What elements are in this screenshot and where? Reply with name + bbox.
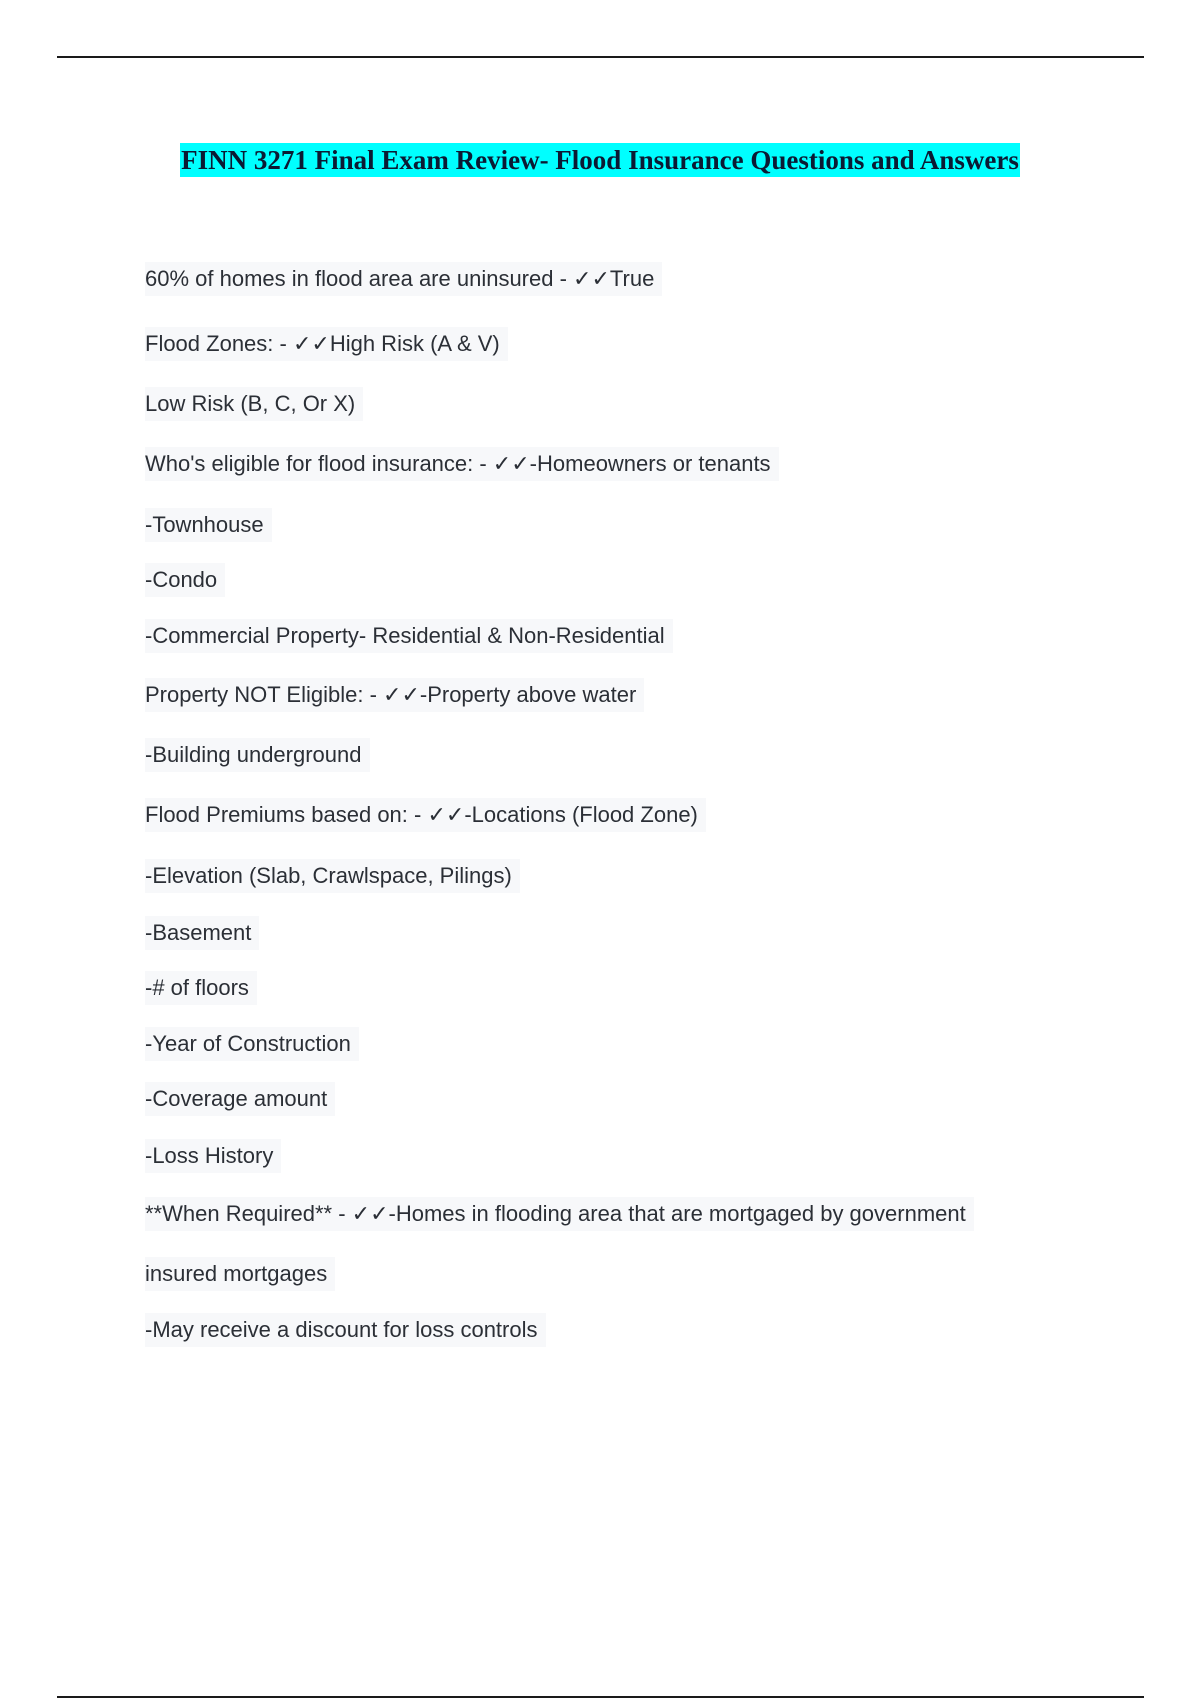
top-rule bbox=[57, 56, 1144, 58]
body-line: -Basement bbox=[145, 916, 259, 950]
body-line: Flood Zones: - ✓✓High Risk (A & V) bbox=[145, 327, 508, 361]
title-container bbox=[0, 143, 1200, 177]
body-line: Low Risk (B, C, Or X) bbox=[145, 387, 363, 421]
body-line: -Year of Construction bbox=[145, 1027, 359, 1061]
body-line: Property NOT Eligible: - ✓✓-Property above water bbox=[145, 678, 644, 712]
body-line: insured mortgages bbox=[145, 1257, 335, 1291]
document-title: FINN 3271 Final Exam Review- Flood Insurance Questions and Answers bbox=[181, 145, 1019, 175]
body-line: -Loss History bbox=[145, 1139, 281, 1173]
body-line: -Condo bbox=[145, 563, 225, 597]
body-line: **When Required** - ✓✓-Homes in flooding area that are mortgaged by government bbox=[145, 1197, 974, 1231]
body-line: -May receive a discount for loss controls bbox=[145, 1313, 546, 1347]
body-line: -Building underground bbox=[145, 738, 370, 772]
body-line: -# of floors bbox=[145, 971, 257, 1005]
body-line: Flood Premiums based on: - ✓✓-Locations (Flood Zone) bbox=[145, 798, 706, 832]
body-line: -Elevation (Slab, Crawlspace, Pilings) bbox=[145, 859, 520, 893]
body-line: -Townhouse bbox=[145, 508, 272, 542]
body-line: -Coverage amount bbox=[145, 1082, 335, 1116]
bottom-rule bbox=[57, 1696, 1144, 1698]
body-line: Who's eligible for flood insurance: - ✓✓-Homeowners or tenants bbox=[145, 447, 779, 481]
body-line: 60% of homes in flood area are uninsured - ✓✓True bbox=[145, 262, 662, 296]
body-line: -Commercial Property- Residential & Non-Residential bbox=[145, 619, 673, 653]
